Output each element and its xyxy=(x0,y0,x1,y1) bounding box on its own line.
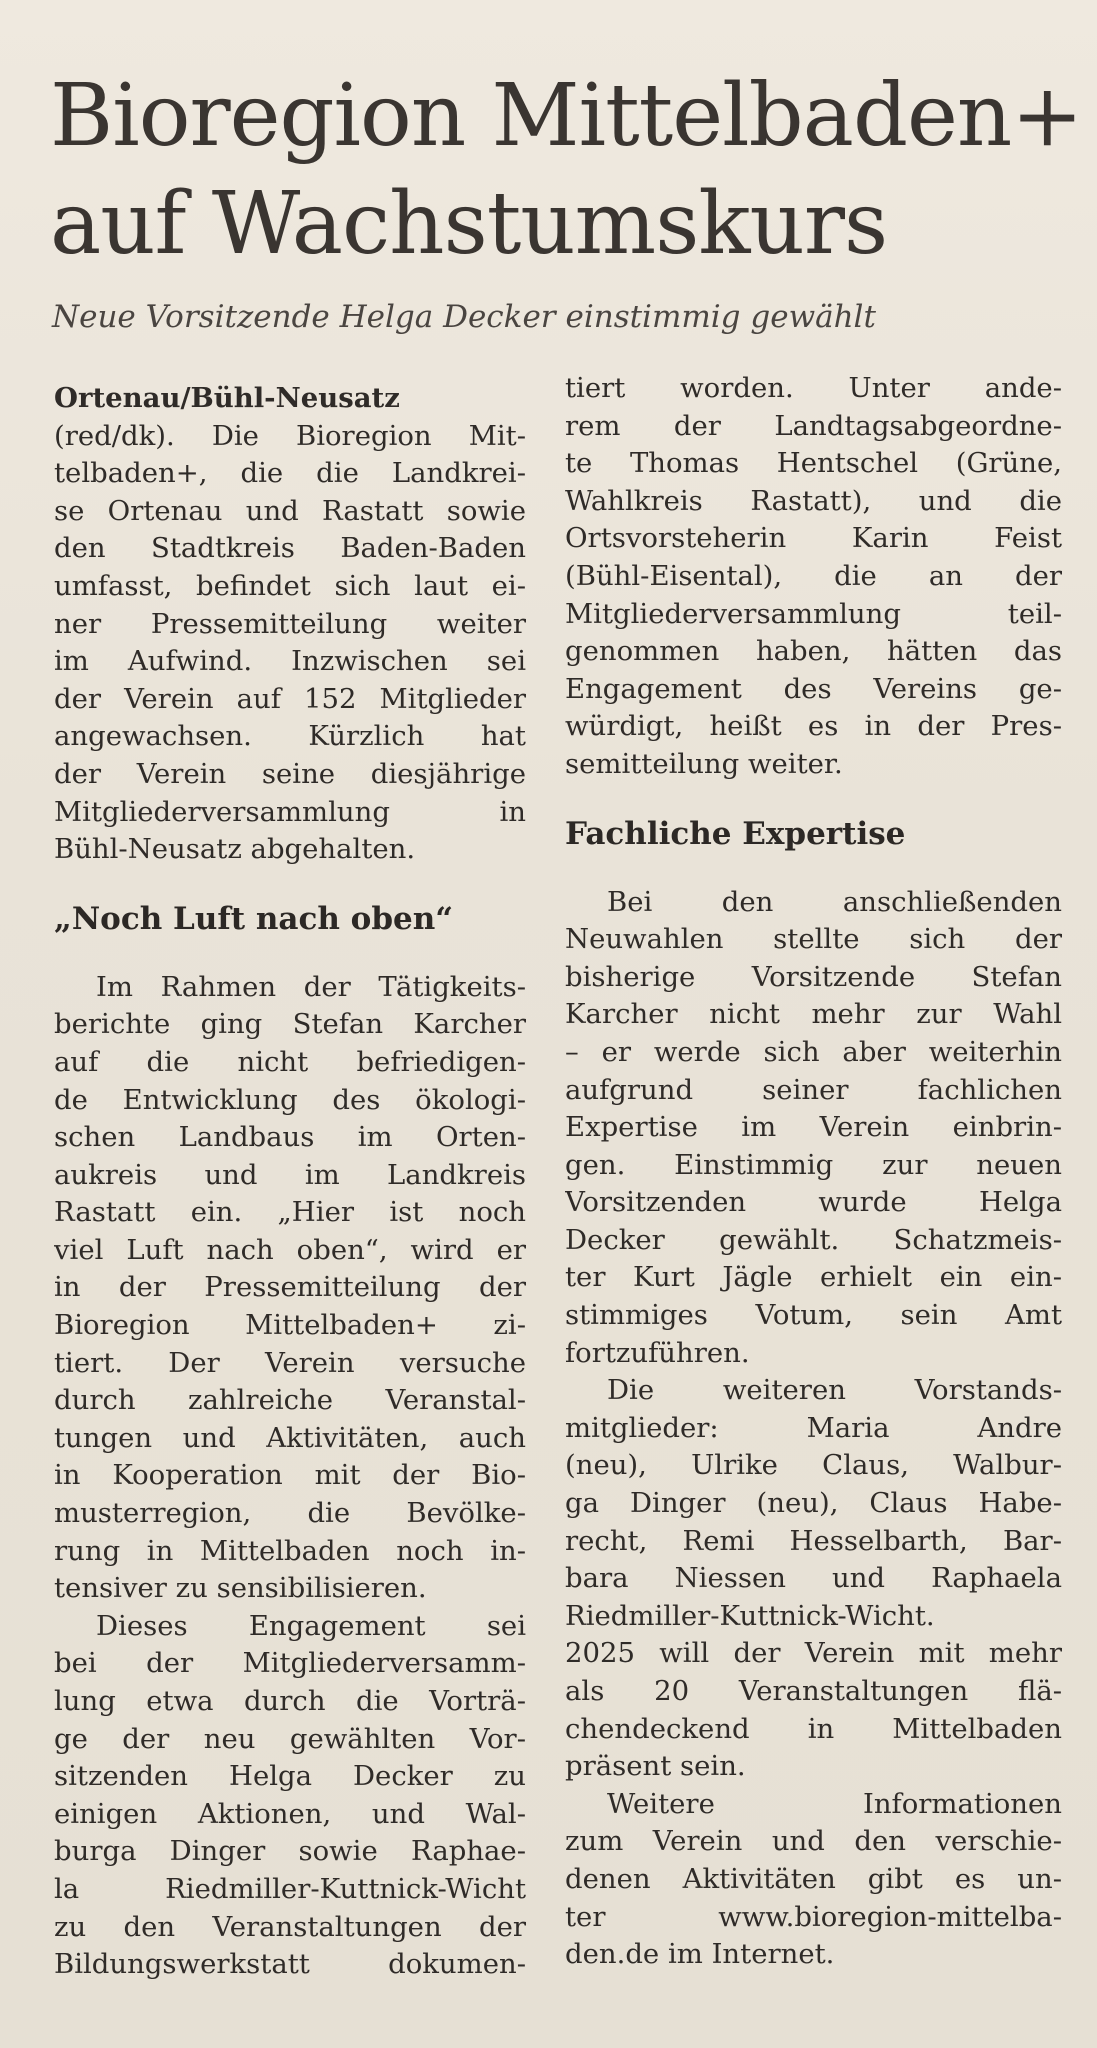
text-line: (red/dk). Die Bioregion Mit- xyxy=(54,419,526,452)
text-line: Bei den anschließenden xyxy=(607,885,1062,918)
text-line: Bioregion Mittelbaden+ zi- xyxy=(54,1309,526,1342)
text-line: te Thomas Hentschel (Grüne, xyxy=(565,447,1062,480)
text-line: umfasst, befindet sich laut ei- xyxy=(54,569,526,602)
text-line: einigen Aktionen, und Wal- xyxy=(54,1797,526,1830)
text-line: Weitere Informationen xyxy=(607,1787,1062,1820)
text-line: (neu), Ulrike Claus, Walbur- xyxy=(565,1449,1062,1482)
text-line: Wahlkreis Rastatt), und die xyxy=(565,484,1062,517)
text-line: (Bühl-Eisental), die an der xyxy=(565,559,1062,592)
column-left xyxy=(54,380,526,1984)
text-line: schen Landbaus im Orten- xyxy=(54,1121,526,1154)
text-line: bisherige Vorsitzende Stefan xyxy=(565,960,1062,993)
text-line: viel Luft nach oben“, wird er xyxy=(54,1233,526,1266)
headline-line: Bioregion Mittelbaden+ xyxy=(50,66,1083,166)
text-line: Rastatt ein. „Hier ist noch xyxy=(54,1196,526,1229)
text-line: präsent sein. xyxy=(565,1750,746,1783)
text-line: Mitgliederversammlung teil- xyxy=(565,597,1062,630)
text-line: mitglieder: Maria Andre xyxy=(565,1411,1062,1444)
subheadline: Neue Vorsitzende Helga Decker einstimmig gewählt xyxy=(52,299,876,335)
text-line: bara Niessen und Raphaela xyxy=(565,1562,1062,1595)
text-line: aufgrund seiner fachlichen xyxy=(565,1073,1062,1106)
text-line: durch zahlreiche Veranstal- xyxy=(54,1384,526,1417)
text-line: Bildungswerkstatt dokumen- xyxy=(54,1948,526,1981)
text-line: Expertise im Verein einbrin- xyxy=(565,1111,1062,1144)
text-line: ge der neu gewählten Vor- xyxy=(54,1722,526,1755)
text-line: Dieses Engagement sei xyxy=(96,1609,526,1642)
text-line: Karcher nicht mehr zur Wahl xyxy=(565,998,1062,1031)
text-line: telbaden+, die die Landkrei- xyxy=(54,457,526,490)
paragraph-vorstand xyxy=(565,1372,1062,1786)
text-line: Mitgliederversammlung in xyxy=(54,795,526,828)
text-line: Decker gewählt. Schatzmeis- xyxy=(565,1223,1062,1256)
headline-line: auf Wachstumskurs xyxy=(50,174,888,274)
text-line: tiert worden. Unter ande- xyxy=(565,372,1062,404)
text-line: zu den Veranstaltungen der xyxy=(54,1910,526,1943)
text-line: bei der Mitgliederversamm- xyxy=(54,1647,526,1680)
text-line: semitteilung weiter. xyxy=(565,747,843,780)
text-line: genommen haben, hätten das xyxy=(565,635,1062,668)
headline xyxy=(50,62,1083,278)
text-line: rem der Landtagsabgeordne- xyxy=(565,409,1062,442)
text-line: Engagement des Vereins ge- xyxy=(565,672,1062,705)
text-line: fortzuführen. xyxy=(565,1336,750,1369)
text-line: den Stadtkreis Baden-Baden xyxy=(54,532,526,565)
text-line: zum Verein und den verschie- xyxy=(565,1825,1062,1858)
text-line: in der Pressemitteilung der xyxy=(54,1271,526,1304)
text-line: rung in Mittelbaden noch in- xyxy=(54,1534,526,1567)
text-line: Im Rahmen der Tätigkeits- xyxy=(96,970,526,1003)
text-line: Neuwahlen stellte sich der xyxy=(565,923,1062,956)
text-line: der Verein seine diesjährige xyxy=(54,757,526,790)
paragraph-engagement xyxy=(54,1608,526,1984)
text-line: angewachsen. Kürzlich hat xyxy=(54,720,526,753)
text-line: tiert. Der Verein versuche xyxy=(54,1346,526,1379)
text-line: la Riedmiller-Kuttnick-Wicht xyxy=(54,1872,526,1905)
text-line: berichte ging Stefan Karcher xyxy=(54,1008,526,1041)
paragraph-taetigkeitsberichte xyxy=(54,969,526,1608)
text-line: musterregion, die Bevölke- xyxy=(54,1497,526,1530)
column-right xyxy=(565,370,1062,1974)
text-line: würdigt, heißt es in der Pres- xyxy=(565,710,1062,743)
text-line: in Kooperation mit der Bio- xyxy=(54,1459,526,1492)
text-line: ga Dinger (neu), Claus Habe- xyxy=(565,1487,1062,1520)
text-line: Ortsvorsteherin Karin Feist xyxy=(565,522,1062,555)
text-line: Vorsitzenden wurde Helga xyxy=(565,1186,1062,1219)
dateline: Ortenau/Bühl-Neusatz xyxy=(54,382,400,414)
text-line: gen. Einstimmig zur neuen xyxy=(565,1148,1062,1181)
text-line: stimmiges Votum, sein Amt xyxy=(565,1299,1062,1332)
text-line: Die weiteren Vorstands- xyxy=(607,1374,1062,1407)
text-line: Bühl-Neusatz abgehalten. xyxy=(54,833,416,866)
text-line: de Entwicklung des ökologi- xyxy=(54,1083,526,1116)
text-line: recht, Remi Hesselbarth, Bar- xyxy=(565,1524,1062,1557)
text-line: tensiver zu sensibilisieren. xyxy=(54,1572,427,1605)
section-heading-expertise: Fachliche Expertise xyxy=(565,815,906,852)
intro-paragraph xyxy=(54,418,526,869)
text-line: auf die nicht befriedigen- xyxy=(54,1045,526,1078)
text-line: ter Kurt Jägle erhielt ein ein- xyxy=(565,1261,1062,1294)
text-line: im Aufwind. Inzwischen sei xyxy=(54,645,526,678)
section-heading-luft: „Noch Luft nach oben“ xyxy=(54,900,454,937)
text-line: aukreis und im Landkreis xyxy=(54,1158,526,1191)
text-line: den.de im Internet. xyxy=(565,1938,835,1971)
text-line: 2025 will der Verein mit mehr xyxy=(565,1637,1062,1670)
text-line: ner Pressemitteilung weiter xyxy=(54,607,526,640)
paragraph-continuation xyxy=(565,370,1062,784)
text-line: als 20 Veranstaltungen flä- xyxy=(565,1675,1062,1707)
text-line: denen Aktivitäten gibt es un- xyxy=(565,1862,1062,1895)
website-link-text: ter www.bioregion-mittelba- xyxy=(565,1900,1062,1933)
text-line: der Verein auf 152 Mitglieder xyxy=(54,682,526,715)
paragraph-neuwahlen xyxy=(565,884,1062,1373)
text-line: se Ortenau und Rastatt sowie xyxy=(54,494,526,527)
paragraph-informationen xyxy=(565,1786,1062,1974)
text-line: lung etwa durch die Vorträ- xyxy=(54,1685,526,1717)
text-line: chendeckend in Mittelbaden xyxy=(565,1712,1062,1745)
text-line: Riedmiller-Kuttnick-Wicht. xyxy=(565,1599,935,1632)
text-line: sitzenden Helga Decker zu xyxy=(54,1760,526,1793)
text-line: tungen und Aktivitäten, auch xyxy=(54,1421,526,1454)
text-line: burga Dinger sowie Raphae- xyxy=(54,1835,526,1868)
text-line: – er werde sich aber weiterhin xyxy=(565,1035,1062,1068)
